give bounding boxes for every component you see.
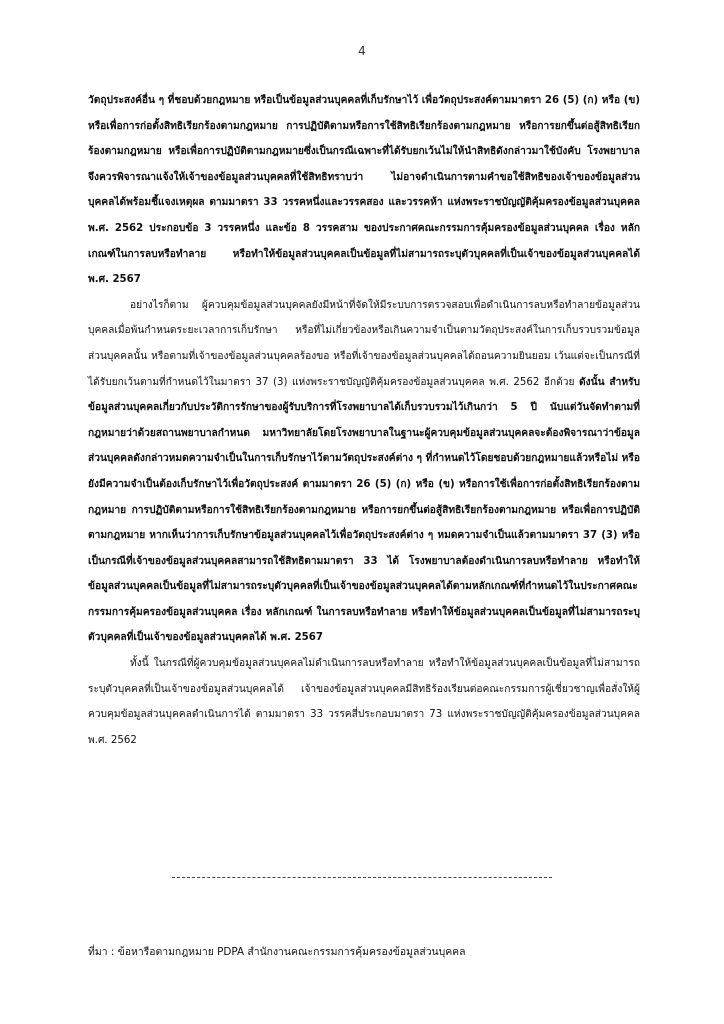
bold-text-run: วัตถุประสงค์อื่น ๆ ที่ชอบด้วยกฎหมาย หรือเป็นข้อมูลส่วนบุคคลที่เก็บรักษาไว้ เพื่อวัตถุประสงค์ตามมาตรา 26 (5) (ก) หรือ (ข) หรือเพื่อการก่อตั้งสิทธิเรียกร้องตามกฎหมาย การปฏิบัติตามหรือการใช้สิทธิเรียกร้องตามกฎหมาย หรือการยกขึ้นต่อสู้สิทธิเรียกร้องตามกฎหมาย หรือเพื่อการปฏิบัติตามกฎหมายซึ่งเป็นกรณีเฉพาะที่ได้รับยกเว้นไม่ให้นำสิทธิดังกล่าวมาใช้บังคับ โรงพยาบาลจึงควรพิจารณาแจ้งให้เจ้าของข้อมูลส่วนบุคคลที่ใช้สิทธิทราบว่า ไม่อาจดำเนินการตามคำขอใช้สิทธิของเจ้าของข้อมูลส่วนบุคคลได้พร้อมชี้แจงเหตุผล ตามมาตรา 33 วรรคหนึ่งและวรรคสอง และวรรคห้า แห่งพระราชบัญญัติคุ้มครองข้อมูลส่วนบุคคล พ.ศ. 2562 ประกอบข้อ 3 วรรคหนึ่ง และข้อ 8 วรรคสาม ของประกาศคณะกรรมการคุ้มครองข้อมูลส่วนบุคคล เรื่อง หลักเกณฑ์ในการลบหรือทำลาย หรือทำให้ข้อมูลส่วนบุคคลเป็นข้อมูลที่ไม่สามารถระบุตัวบุคคลที่เป็นเจ้าของข้อมูลส่วนบุคคลได้ พ.ศ. 2567 bbox=[88, 95, 640, 286]
section-divider bbox=[172, 877, 552, 878]
page-number: 4 bbox=[358, 44, 366, 58]
source-footnote: ที่มา : ข้อหารือตามกฎหมาย PDPA สำนักงานคณะกรรมการคุ้มครองข้อมูลส่วนบุคคล bbox=[88, 946, 466, 958]
document-body bbox=[88, 88, 640, 753]
bold-text-run: ดังนั้น สำหรับข้อมูลส่วนบุคคลเกี่ยวกับประวัติการรักษาของผู้รับบริการที่โรงพยาบาลได้เก็บรวบรวมไว้เกินกว่า 5 ปี นับแต่วันจัดทำตามที่กฎหมายว่าด้วยสถานพยาบาลกำหนด มหาวิทยาลัยโดยโรงพยาบาลในฐานะผู้ควบคุมข้อมูลส่วนบุคคลจะต้องพิจารณาว่าข้อมูลส่วนบุคคลดังกล่าวหมดความจำเป็นในการเก็บรักษาไว้ตามวัตถุประสงค์ต่าง ๆ ที่กำหนดไว้โดยชอบด้วยกฎหมายแล้วหรือไม่ หรือยังมีความจำเป็นต้องเก็บรักษาไว้เพื่อวัตถุประสงค์ ตามมาตรา 26 (5) (ก) หรือ (ข) หรือการใช้เพื่อการก่อตั้งสิทธิเรียกร้องตามกฎหมาย การปฏิบัติตามหรือการใช้สิทธิเรียกร้องตามกฎหมาย หรือการยกขึ้นต่อสู้สิทธิเรียกร้องตามกฎหมาย หรือเพื่อการปฏิบัติตามกฎหมาย หากเห็นว่าการเก็บรักษาข้อมูลส่วนบุคคลไว้เพื่อวัตถุประสงค์ต่าง ๆ หมดความจำเป็นแล้วตามมาตรา 37 (3) หรือเป็นกรณีที่เจ้าของข้อมูลส่วนบุคคลสามารถใช้สิทธิตามมาตรา 33 ได้ โรงพยาบาลต้องดำเนินการลบหรือทำลาย หรือทำให้ข้อมูลส่วนบุคคลเป็นข้อมูลที่ไม่สามารถระบุตัวบุคคลที่เป็นเจ้าของข้อมูลส่วนบุคคลได้ตามหลักเกณฑ์ที่กำหนดไว้ในประกาศคณะกรรมการคุ้มครองข้อมูลส่วนบุคคล เรื่อง หลักเกณฑ์ ในการลบหรือทำลาย หรือทำให้ข้อมูลส่วนบุคคลเป็นข้อมูลที่ไม่สามารถระบุตัวบุคคลที่เป็นเจ้าของข้อมูลส่วนบุคคลได้ พ.ศ. 2567 bbox=[88, 376, 640, 644]
text-run: ทั้งนี้ ในกรณีที่ผู้ควบคุมข้อมูลส่วนบุคคลไม่ดำเนินการลบหรือทำลาย หรือทำให้ข้อมูลส่วนบุคคลเป็นข้อมูลที่ไม่สามารถระบุตัวบุคคลที่เป็นเจ้าของข้อมูลส่วนบุคคลได้ เจ้าของข้อมูลส่วนบุคคลมีสิทธิร้องเรียนต่อคณะกรรมการผู้เชี่ยวชาญเพื่อสั่งให้ผู้ควบคุมข้อมูลส่วนบุคคลดำเนินการได้ ตามมาตรา 33 วรรคสี่ประกอบมาตรา 73 แห่งพระราชบัญญัติคุ้มครองข้อมูลส่วนบุคคล พ.ศ. 2562 bbox=[88, 658, 640, 746]
text-run: อย่างไรก็ตาม ผู้ควบคุมข้อมูลส่วนบุคคลยังมีหน้าที่จัดให้มีระบบการตรวจสอบเพื่อดำเนินการลบหรือทำลายข้อมูลส่วนบุคคลเมื่อพ้นกำหนดระยะเวลาการเก็บรักษา หรือที่ไม่เกี่ยวข้องหรือเกินความจำเป็นตามวัตถุประสงค์ในการเก็บรวบรวมข้อมูลส่วนบุคคลนั้น หรือตามที่เจ้าของข้อมูลส่วนบุคคลร้องขอ หรือที่เจ้าของข้อมูลส่วนบุคคลได้ถอนความยินยอม เว้นแต่จะเป็นกรณีที่ได้รับยกเว้นตามที่กำหนดไว้ในมาตรา 37 (3) แห่งพระราชบัญญัติคุ้มครองข้อมูลส่วนบุคคล พ.ศ. 2562 อีกด้วย bbox=[88, 299, 640, 388]
paragraph bbox=[88, 88, 640, 293]
paragraph bbox=[88, 293, 640, 651]
paragraph bbox=[88, 651, 640, 753]
